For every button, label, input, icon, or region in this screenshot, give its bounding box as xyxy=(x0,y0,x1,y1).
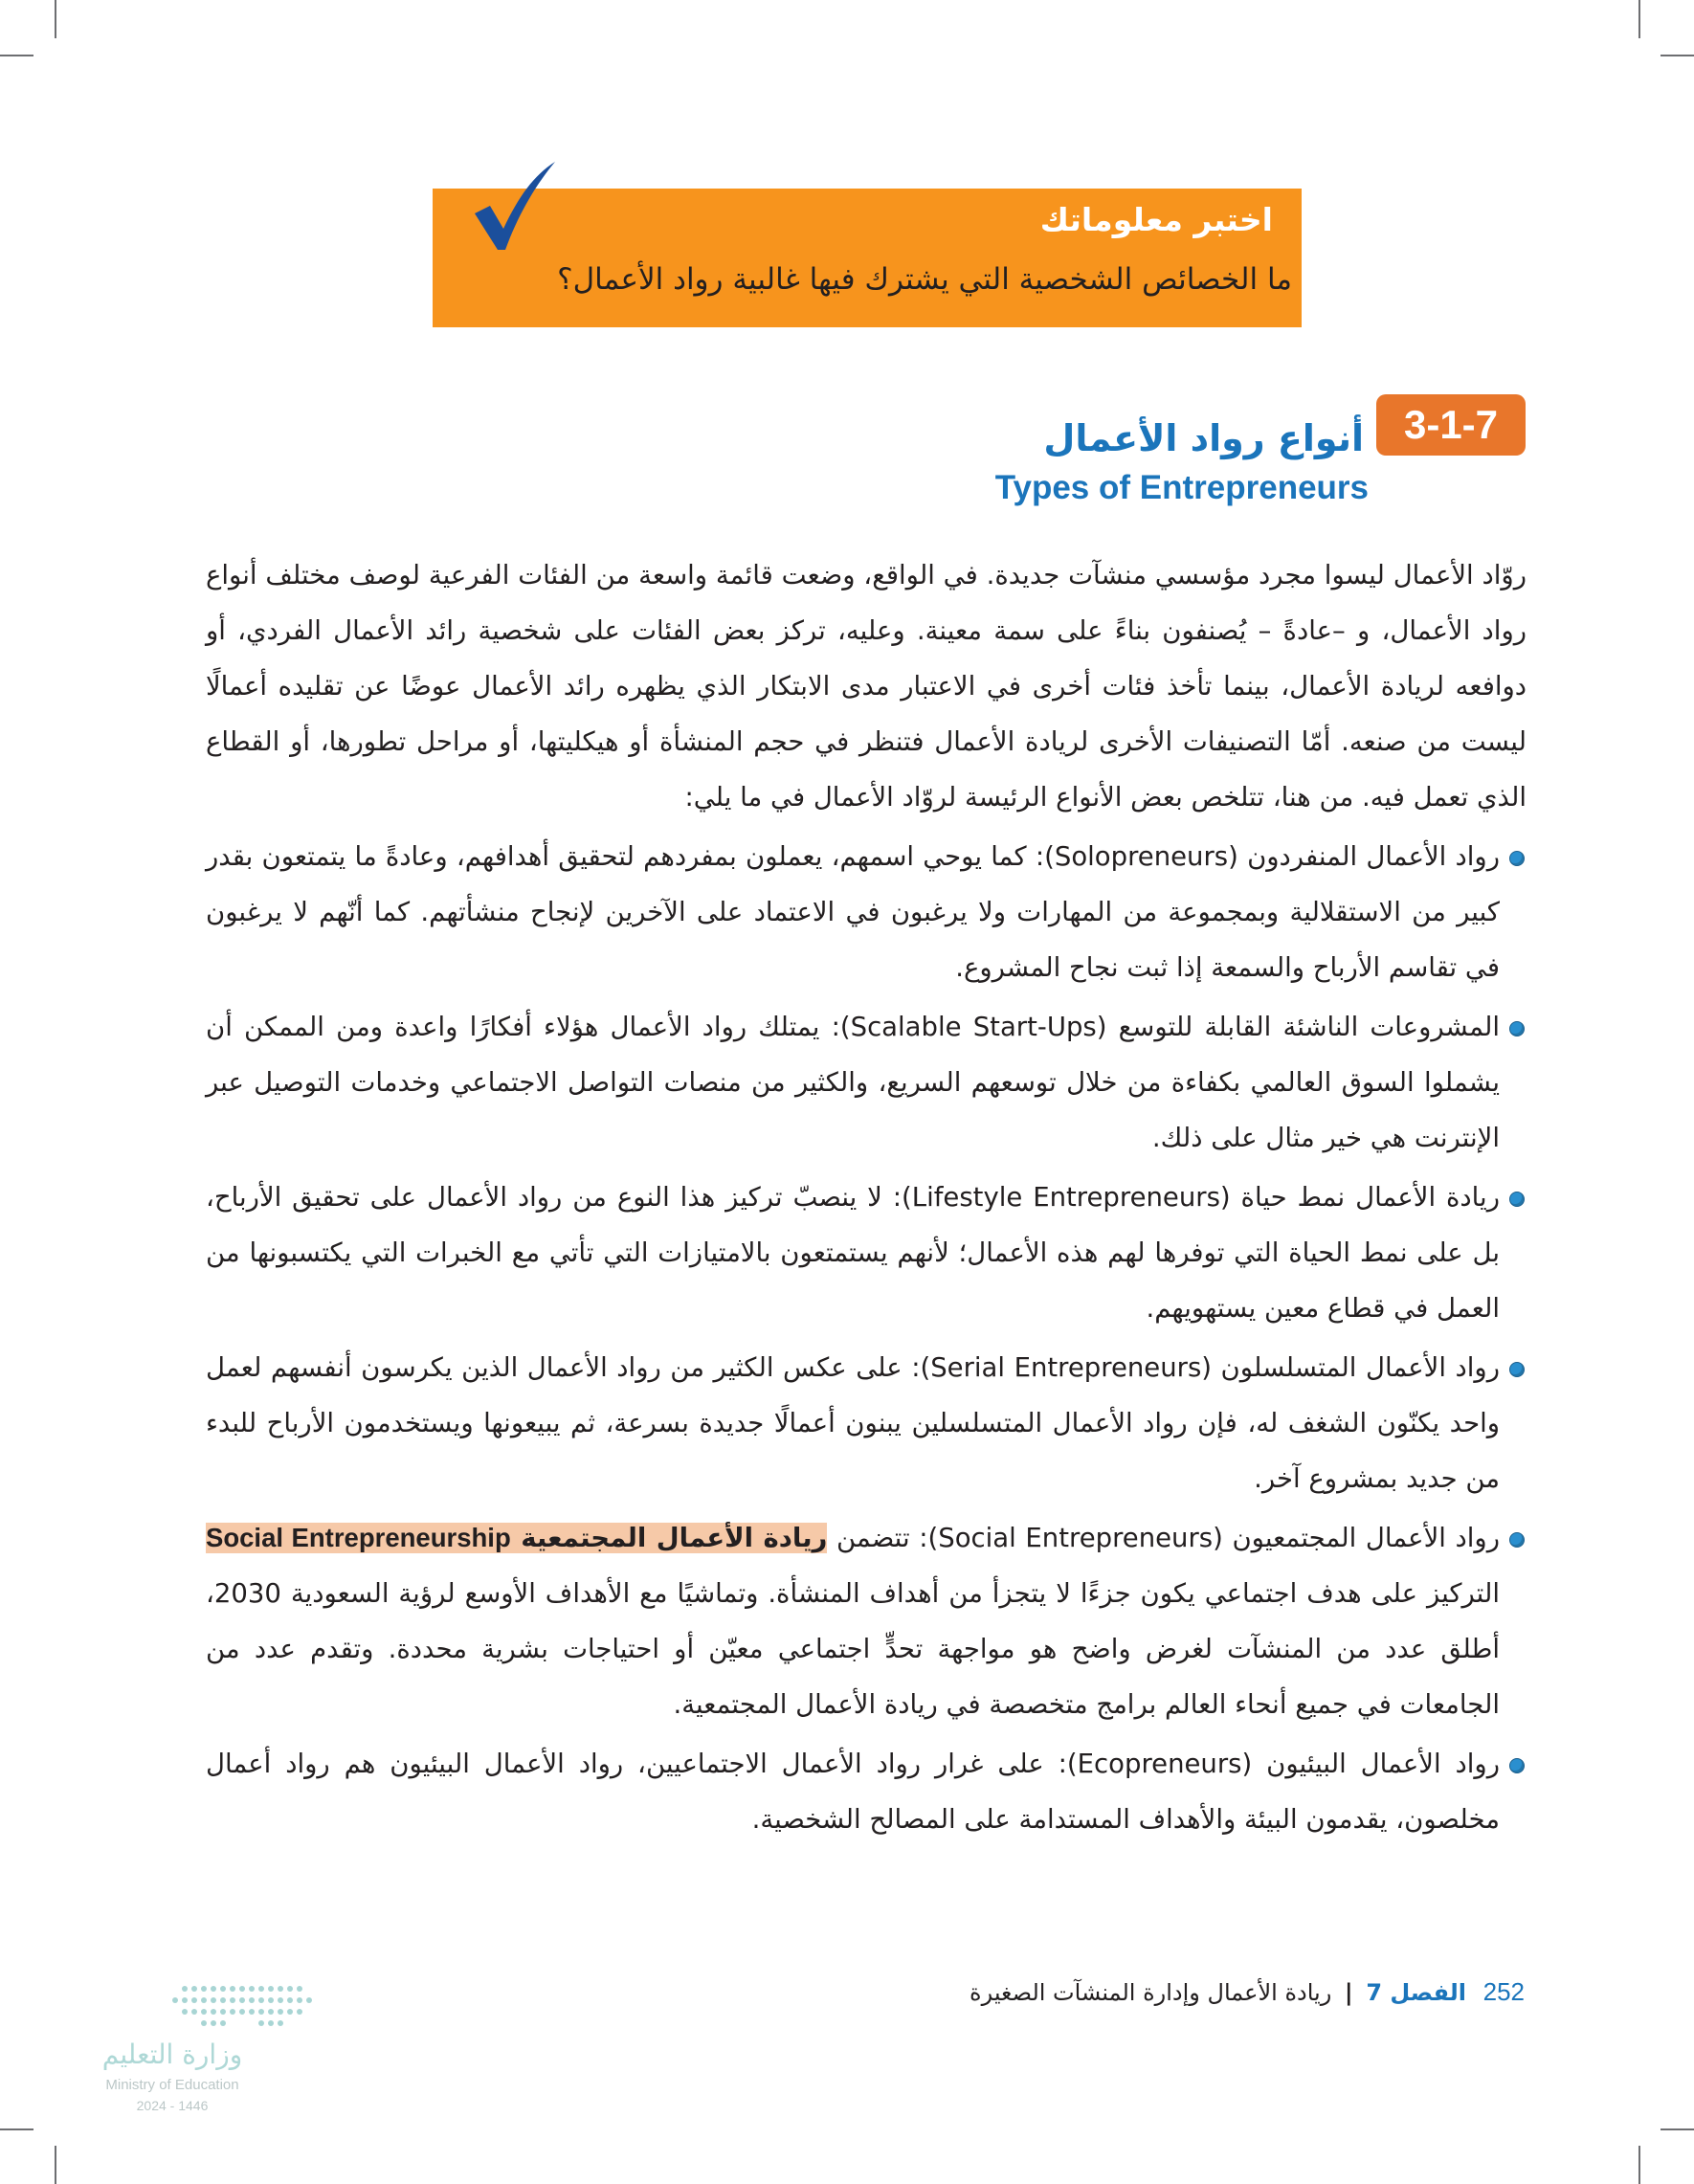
list-item xyxy=(206,1736,1527,1847)
quiz-question: ما الخصائص الشخصية التي يشترك فيها غالبية رواد الأعمال؟ xyxy=(557,262,1292,297)
list-item-text: المشروعات الناشئة القابلة للتوسع (Scalable Start-Ups): يمتلك رواد الأعمال هؤلاء أفكارًا واعدة ومن الممكن أن يشملوا السوق العالمي بكفاءة من خلال توسعهم السريع، والكثير من منصات التواصل الاجتماعي وخدمات التوصيل عبر الإنترنت هي خير مثال على ذلك. xyxy=(206,1012,1500,1153)
section-title-english: Types of Entrepreneurs xyxy=(994,469,1369,506)
crop-mark xyxy=(1661,2128,1694,2130)
section-title-arabic: أنواع رواد الأعمال xyxy=(1043,417,1364,459)
page-footer xyxy=(970,1977,1525,2007)
list-item-text: رواد الأعمال المتسلسلون (Serial Entrepreneurs): على عكس الكثير من رواد الأعمال الذين يكرسون أنفسهم لعمل واحد يكنّون الشغف له، فإن رواد الأعمال المتسلسلين يبنون أعمالًا جديدة بسرعة، ثم يبيعونها ويستخدمون الأرباح للبدء من جديد بمشروع آخر. xyxy=(206,1352,1500,1494)
bullet-icon xyxy=(1509,1021,1525,1036)
chapter-label: الفصل 7 xyxy=(1366,1979,1466,2006)
section-number-badge: 3-1-7 xyxy=(1376,394,1526,456)
chapter-title: ريادة الأعمال وإدارة المنشآت الصغيرة xyxy=(970,1979,1332,2006)
bullet-icon xyxy=(1509,1758,1525,1773)
bullet-icon xyxy=(1509,1532,1525,1548)
highlighted-term xyxy=(206,1523,827,1553)
list-item xyxy=(206,1340,1527,1506)
list-item-social xyxy=(206,1510,1527,1732)
crop-mark xyxy=(0,55,33,56)
bullet-icon xyxy=(1509,851,1525,866)
body-content xyxy=(206,547,1527,1851)
crop-mark xyxy=(1661,55,1694,56)
highlighted-term-english: Social Entrepreneurship xyxy=(206,1523,511,1552)
ministry-year: 2024 - 1446 xyxy=(136,2098,209,2113)
bullet-icon xyxy=(1509,1192,1525,1207)
list-item-text: رواد الأعمال المنفردون (Solopreneurs): كما يوحي اسمهم، يعملون بمفردهم لتحقيق أهدافهم، وعادةً ما يتمتعون بقدر كبير من الاستقلالية وبمجموعة من المهارات ولا يرغبون في الاعتماد على الآخرين لإنجاح منشأتهم. كما أنّهم لا يرغبون في تقاسم الأرباح والسمعة إذا ثبت نجاح المشروع. xyxy=(206,841,1500,983)
footer-separator: | xyxy=(1344,1979,1353,2006)
quiz-title: اختبر معلوماتك xyxy=(1039,201,1273,238)
intro-paragraph: روّاد الأعمال ليسوا مجرد مؤسسي منشآت جديدة. في الواقع، وضعت قائمة واسعة من الفئات الفرعية لوصف مختلف أنواع رواد الأعمال، و –عادةً – يُصنفون بناءً على سمة معينة. وعليه، تركز بعض الفئات على شخصية رائد الأعمال الفردي، أو دوافعه لريادة الأعمال، بينما تأخذ فئات أخرى في الاعتبار مدى الابتكار الذي يظهره رائد الأعمال عوضًا عن تقليده أعمالًا ليست من صنعه. أمّا التصنيفات الأخرى لريادة الأعمال فتنظر في حجم المنشأة أو هيكليتها، أو مراحل تطورها، أو القطاع الذي تعمل فيه. من هنا، تتلخص بعض الأنواع الرئيسة لروّاد الأعمال في ما يلي: xyxy=(206,560,1527,813)
checkmark-icon xyxy=(469,158,560,254)
entrepreneur-types-list xyxy=(206,829,1527,1847)
list-item xyxy=(206,999,1527,1166)
page-number: 252 xyxy=(1482,1977,1525,2006)
crop-mark xyxy=(1638,2146,1640,2184)
ministry-logo xyxy=(91,1981,321,2125)
list-item xyxy=(206,829,1527,995)
highlighted-term-arabic: ريادة الأعمال المجتمعية xyxy=(521,1523,828,1553)
list-item-text: ريادة الأعمال نمط حياة (Lifestyle Entrepreneurs): لا ينصبّ تركيز هذا النوع من رواد الأعمال على تحقيق الأرباح، بل على نمط الحياة التي توفرها لهم هذه الأعمال؛ لأنهم يستمتعون بالامتيازات التي تأتي مع الخبرات التي يكتسبونها من العمل في قطاع معين يستهويهم. xyxy=(206,1182,1500,1324)
ministry-name-english: Ministry of Education xyxy=(105,2077,239,2093)
list-item-text: رواد الأعمال البيئيون (Ecopreneurs): على غرار رواد الأعمال الاجتماعيين، رواد الأعمال البيئيون هم رواد أعمال مخلصون، يقدمون البيئة والأهداف المستدامة على المصالح الشخصية. xyxy=(206,1749,1500,1835)
crop-mark xyxy=(0,2128,33,2130)
ministry-name-arabic: وزارة التعليم xyxy=(101,2039,243,2070)
bullet-icon xyxy=(1509,1362,1525,1377)
social-lead-text: رواد الأعمال المجتمعيون (Social Entrepreneurs): تتضمن xyxy=(836,1523,1500,1553)
crop-mark xyxy=(1638,0,1640,38)
list-item xyxy=(206,1170,1527,1336)
social-rest-text: التركيز على هدف اجتماعي يكون جزءًا لا يتجزأ من أهداف المنشأة. وتماشيًا مع الأهداف الأوسع لرؤية السعودية 2030، أطلق عدد من المنشآت لغرض واضح هو مواجهة تحدٍّ اجتماعي معيّن أو احتياجات بشرية محددة. وتقدم عدد من الجامعات في جميع أنحاء العالم برامج متخصصة في ريادة الأعمال المجتمعية. xyxy=(206,1578,1500,1720)
crop-mark xyxy=(55,0,56,38)
ministry-dots-icon xyxy=(166,1981,319,2034)
crop-mark xyxy=(55,2146,56,2184)
